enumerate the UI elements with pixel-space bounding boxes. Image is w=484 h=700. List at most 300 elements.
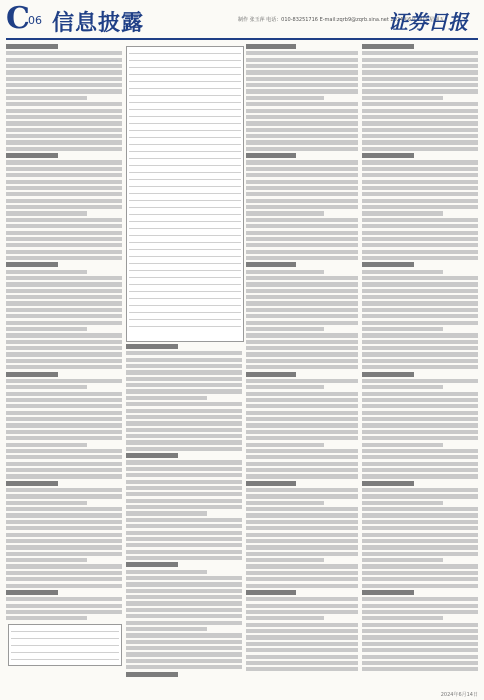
- text-line: [126, 633, 242, 637]
- text-line: [246, 526, 358, 530]
- text-line: [6, 558, 87, 562]
- text-line: [6, 616, 87, 620]
- text-line: [362, 533, 478, 537]
- text-line: [362, 545, 478, 549]
- text-line: [362, 474, 478, 478]
- text-line: [6, 134, 122, 138]
- text-line: [246, 102, 358, 106]
- text-line: [126, 556, 242, 560]
- text-line: [126, 646, 242, 650]
- text-line: [362, 661, 478, 665]
- text-line: [362, 635, 478, 639]
- text-line: [126, 480, 242, 484]
- masthead-rule: [6, 38, 478, 40]
- text-line: [6, 58, 122, 62]
- text-line: [246, 295, 358, 299]
- text-line: [126, 672, 178, 677]
- text-line: [126, 460, 242, 464]
- text-line: [362, 610, 478, 614]
- text-line: [362, 455, 478, 459]
- text-line: [362, 539, 478, 543]
- text-line: [362, 552, 478, 556]
- text-line: [362, 199, 478, 203]
- text-line: [126, 486, 242, 490]
- text-line: [246, 58, 358, 62]
- text-line: [362, 520, 478, 524]
- text-line: [6, 539, 122, 543]
- text-line: [126, 531, 242, 535]
- text-line: [246, 545, 358, 549]
- footer-date: 2024年6月14日: [440, 692, 478, 698]
- text-line: [6, 501, 87, 505]
- text-line: [246, 70, 358, 74]
- text-line: [126, 505, 242, 509]
- text-line: [6, 352, 122, 356]
- text-line: [362, 109, 478, 113]
- text-line: [6, 474, 122, 478]
- text-line: [362, 590, 414, 595]
- text-line: [362, 77, 478, 81]
- text-line: [246, 301, 358, 305]
- text-line: [362, 160, 478, 164]
- text-line: [246, 96, 324, 100]
- text-line: [246, 648, 358, 652]
- text-line: [362, 70, 478, 74]
- text-line: [246, 359, 358, 363]
- text-line: [6, 243, 122, 247]
- text-line: [246, 243, 358, 247]
- text-line: [126, 652, 242, 656]
- text-line: [246, 205, 358, 209]
- text-line: [362, 243, 478, 247]
- text-line: [362, 359, 478, 363]
- text-line: [126, 415, 242, 419]
- text-line: [6, 77, 122, 81]
- text-line: [246, 462, 358, 466]
- text-line: [246, 211, 324, 215]
- text-line: [6, 102, 122, 106]
- text-line: [362, 449, 478, 453]
- text-line: [246, 109, 358, 113]
- text-line: [362, 365, 478, 369]
- text-line: [246, 147, 358, 151]
- text-line: [126, 601, 242, 605]
- text-line: [246, 224, 358, 228]
- text-line: [362, 513, 478, 517]
- page-letter: C: [6, 1, 30, 36]
- text-line: [6, 411, 122, 415]
- text-line: [6, 180, 122, 184]
- text-line: [246, 192, 358, 196]
- text-line: [246, 501, 324, 505]
- text-line: [6, 430, 122, 434]
- text-line: [246, 667, 358, 671]
- text-line: [126, 402, 242, 406]
- text-line: [6, 359, 122, 363]
- text-line: [6, 314, 122, 318]
- text-line: [6, 147, 122, 151]
- text-line: [362, 436, 478, 440]
- text-line: [246, 199, 358, 203]
- text-line: [246, 134, 358, 138]
- text-line: [362, 276, 478, 280]
- text-line: [6, 385, 87, 389]
- text-line: [246, 180, 358, 184]
- text-line: [6, 160, 122, 164]
- text-line: [6, 262, 58, 267]
- text-line: [362, 128, 478, 132]
- text-line: [6, 564, 122, 568]
- text-line: [246, 392, 358, 396]
- masthead: [0, 0, 484, 46]
- text-line: [246, 590, 296, 595]
- text-line: [362, 173, 478, 177]
- text-line: [362, 180, 478, 184]
- text-line: [6, 443, 87, 447]
- text-line: [362, 488, 478, 492]
- text-line: [6, 89, 122, 93]
- text-line: [126, 550, 242, 554]
- text-line: [6, 186, 122, 190]
- text-line: [6, 167, 122, 171]
- text-line: [246, 256, 358, 260]
- text-line: [6, 250, 122, 254]
- text-line: [246, 507, 358, 511]
- text-line: [362, 237, 478, 241]
- text-line: [6, 604, 122, 608]
- text-line: [362, 333, 478, 337]
- text-line: [246, 552, 358, 556]
- text-column-4: [362, 44, 478, 684]
- text-line: [6, 256, 122, 260]
- text-line: [246, 411, 358, 415]
- text-line: [362, 250, 478, 254]
- text-line: [246, 77, 358, 81]
- text-line: [362, 597, 478, 601]
- text-line: [126, 428, 242, 432]
- text-line: [362, 564, 478, 568]
- text-line: [246, 430, 358, 434]
- text-line: [126, 608, 242, 612]
- text-line: [362, 443, 443, 447]
- text-line: [246, 468, 358, 472]
- text-line: [246, 404, 358, 408]
- text-line: [362, 430, 478, 434]
- text-column-3: [246, 44, 358, 684]
- text-line: [362, 468, 478, 472]
- text-line: [246, 372, 296, 377]
- text-line: [246, 346, 358, 350]
- text-line: [246, 365, 358, 369]
- text-line: [6, 218, 122, 222]
- text-line: [6, 365, 122, 369]
- text-line: [362, 308, 478, 312]
- text-line: [126, 473, 242, 477]
- text-line: [126, 543, 242, 547]
- text-line: [246, 558, 324, 562]
- text-line: [362, 262, 414, 267]
- text-line: [362, 352, 478, 356]
- text-line: [362, 398, 478, 402]
- text-line: [246, 121, 358, 125]
- table-block-2: [126, 46, 244, 342]
- text-line: [6, 237, 122, 241]
- text-line: [6, 333, 122, 337]
- text-line: [6, 321, 122, 325]
- text-line: [126, 582, 242, 586]
- text-line: [246, 289, 358, 293]
- text-line: [246, 623, 358, 627]
- text-line: [126, 665, 242, 669]
- text-line: [246, 167, 358, 171]
- text-line: [362, 411, 478, 415]
- text-line: [246, 237, 358, 241]
- text-line: [6, 507, 122, 511]
- text-line: [126, 570, 207, 574]
- text-line: [362, 526, 478, 530]
- text-line: [362, 205, 478, 209]
- text-line: [6, 481, 58, 486]
- text-column-2: [126, 344, 242, 684]
- text-line: [246, 635, 358, 639]
- text-line: [6, 224, 122, 228]
- text-line: [6, 205, 122, 209]
- text-line: [246, 231, 358, 235]
- text-line: [6, 173, 122, 177]
- text-line: [6, 192, 122, 196]
- text-line: [362, 224, 478, 228]
- text-line: [6, 513, 122, 517]
- text-line: [6, 398, 122, 402]
- text-line: [362, 321, 478, 325]
- text-line: [246, 44, 296, 49]
- text-line: [362, 192, 478, 196]
- text-line: [6, 121, 122, 125]
- text-line: [362, 44, 414, 49]
- text-line: [6, 211, 87, 215]
- text-line: [246, 64, 358, 68]
- text-line: [246, 276, 358, 280]
- text-line: [362, 507, 478, 511]
- text-line: [6, 153, 58, 158]
- text-line: [246, 379, 358, 383]
- text-line: [126, 370, 242, 374]
- text-line: [362, 481, 414, 486]
- text-line: [6, 340, 122, 344]
- text-line: [246, 610, 358, 614]
- text-line: [6, 488, 122, 492]
- text-line: [246, 385, 324, 389]
- text-line: [126, 595, 242, 599]
- text-line: [362, 89, 478, 93]
- text-line: [362, 96, 443, 100]
- text-line: [246, 340, 358, 344]
- text-line: [246, 616, 324, 620]
- text-line: [126, 518, 242, 522]
- text-line: [246, 494, 358, 498]
- table-block-1: [8, 624, 122, 666]
- text-line: [6, 346, 122, 350]
- text-line: [126, 614, 242, 618]
- text-line: [362, 494, 478, 498]
- text-line: [362, 655, 478, 659]
- text-line: [362, 231, 478, 235]
- text-line: [6, 276, 122, 280]
- text-line: [6, 423, 122, 427]
- text-line: [126, 499, 242, 503]
- text-line: [246, 128, 358, 132]
- text-line: [246, 327, 324, 331]
- text-line: [362, 256, 478, 260]
- text-line: [126, 562, 178, 567]
- text-line: [6, 140, 122, 144]
- text-line: [6, 449, 122, 453]
- text-line: [6, 462, 122, 466]
- text-line: [126, 537, 242, 541]
- text-line: [362, 186, 478, 190]
- text-line: [6, 392, 122, 396]
- text-line: [362, 604, 478, 608]
- text-line: [246, 51, 358, 55]
- text-line: [246, 436, 358, 440]
- text-line: [362, 404, 478, 408]
- text-line: [6, 128, 122, 132]
- text-line: [126, 659, 242, 663]
- text-line: [362, 134, 478, 138]
- text-line: [6, 295, 122, 299]
- text-line: [246, 577, 358, 581]
- text-line: [246, 218, 358, 222]
- text-line: [6, 301, 122, 305]
- text-line: [362, 667, 478, 671]
- text-line: [362, 270, 443, 274]
- text-line: [246, 488, 358, 492]
- text-line: [362, 211, 443, 215]
- text-line: [246, 449, 358, 453]
- text-line: [246, 513, 358, 517]
- text-line: [246, 333, 358, 337]
- text-line: [6, 231, 122, 235]
- text-line: [362, 423, 478, 427]
- text-line: [126, 383, 242, 387]
- text-line: [6, 199, 122, 203]
- text-line: [246, 89, 358, 93]
- text-line: [6, 83, 122, 87]
- text-line: [6, 571, 122, 575]
- text-line: [126, 524, 242, 528]
- text-line: [6, 372, 58, 377]
- text-line: [6, 379, 122, 383]
- text-line: [246, 584, 358, 588]
- text-line: [246, 642, 358, 646]
- text-line: [126, 409, 242, 413]
- text-line: [362, 64, 478, 68]
- text-line: [246, 186, 358, 190]
- text-line: [6, 289, 122, 293]
- text-line: [126, 621, 242, 625]
- text-line: [362, 121, 478, 125]
- text-line: [362, 282, 478, 286]
- text-line: [246, 140, 358, 144]
- text-line: [246, 597, 358, 601]
- text-line: [126, 589, 242, 593]
- text-line: [362, 314, 478, 318]
- text-line: [246, 571, 358, 575]
- text-line: [6, 545, 122, 549]
- text-line: [246, 153, 296, 158]
- text-line: [362, 417, 478, 421]
- text-line: [362, 115, 478, 119]
- text-line: [6, 327, 87, 331]
- text-line: [6, 468, 122, 472]
- text-line: [126, 364, 242, 368]
- text-line: [126, 640, 242, 644]
- text-column-1: [6, 44, 122, 644]
- text-line: [6, 597, 122, 601]
- meta-line: 制作 张玉萍 电话：010-83251716 E-mail:zqrb9@zqrb.sina.net 2024年6月14日 星期五: [238, 17, 445, 23]
- text-line: [362, 83, 478, 87]
- text-line: [126, 492, 242, 496]
- text-line: [362, 642, 478, 646]
- text-line: [362, 392, 478, 396]
- text-line: [362, 616, 443, 620]
- text-line: [6, 455, 122, 459]
- text-line: [6, 577, 122, 581]
- text-line: [246, 520, 358, 524]
- text-line: [362, 147, 478, 151]
- text-line: [246, 455, 358, 459]
- text-line: [6, 44, 58, 49]
- text-line: [6, 552, 122, 556]
- text-line: [6, 417, 122, 421]
- text-line: [6, 584, 122, 588]
- text-line: [6, 64, 122, 68]
- text-line: [126, 576, 242, 580]
- text-line: [6, 70, 122, 74]
- text-line: [362, 51, 478, 55]
- text-line: [126, 440, 242, 444]
- text-line: [246, 173, 358, 177]
- text-line: [362, 379, 478, 383]
- text-line: [126, 447, 242, 451]
- page-number: 06: [28, 14, 42, 27]
- text-line: [362, 623, 478, 627]
- text-line: [362, 648, 478, 652]
- text-line: [362, 372, 414, 377]
- text-line: [6, 590, 58, 595]
- text-line: [126, 511, 207, 515]
- text-line: [6, 308, 122, 312]
- text-line: [126, 389, 242, 393]
- text-line: [246, 321, 358, 325]
- text-line: [362, 629, 478, 633]
- text-line: [362, 584, 478, 588]
- text-line: [246, 661, 358, 665]
- text-line: [246, 655, 358, 659]
- text-line: [6, 533, 122, 537]
- text-line: [362, 295, 478, 299]
- text-line: [126, 358, 242, 362]
- text-line: [246, 250, 358, 254]
- text-line: [246, 314, 358, 318]
- text-line: [246, 564, 358, 568]
- text-line: [6, 494, 122, 498]
- text-line: [246, 270, 324, 274]
- text-line: [362, 340, 478, 344]
- text-line: [362, 153, 414, 158]
- text-line: [246, 398, 358, 402]
- section-title: 信息披露: [52, 11, 145, 36]
